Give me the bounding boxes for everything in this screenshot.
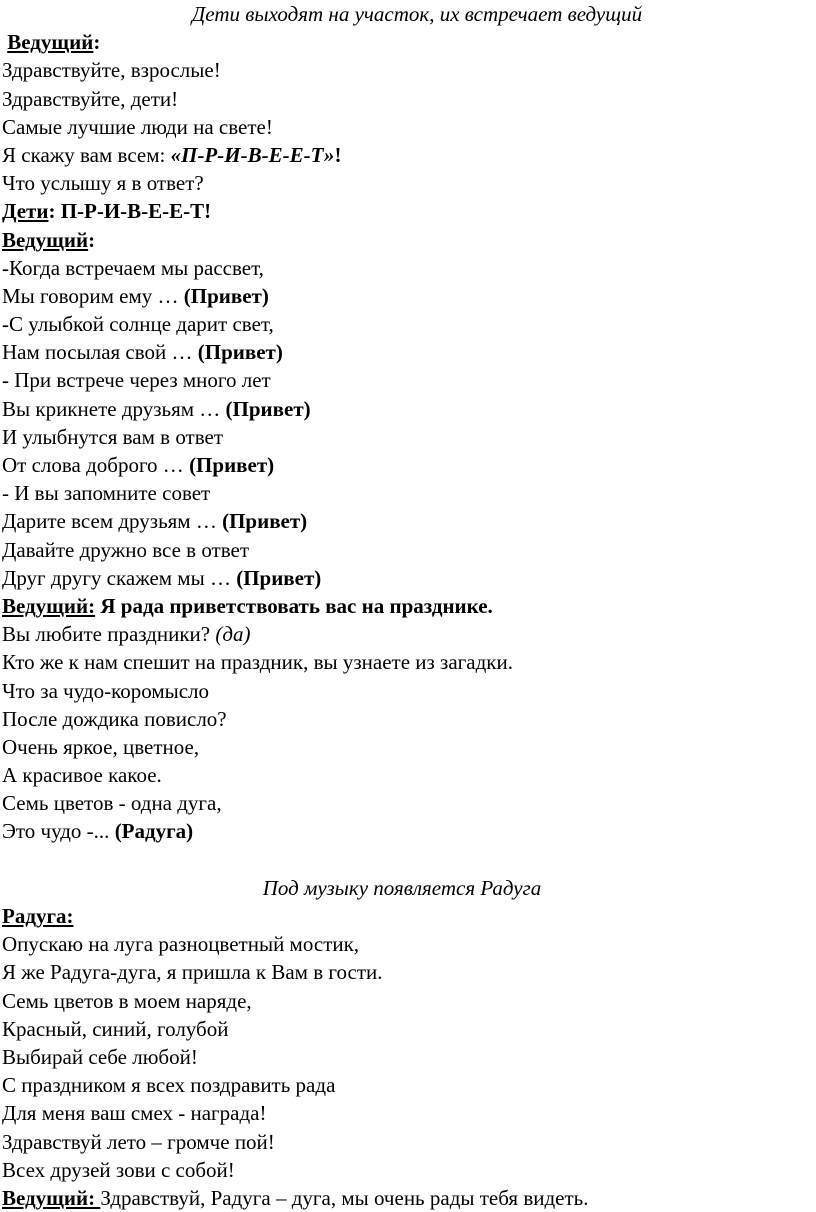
speaker-line bbox=[2, 226, 802, 254]
text-line bbox=[2, 338, 802, 366]
line-text: Это чудо -... bbox=[2, 819, 115, 844]
blank-line bbox=[2, 846, 802, 874]
speaker-line bbox=[2, 28, 802, 56]
text-line bbox=[2, 817, 802, 845]
greeting-emphasis: «П-Р-И-В-Е-Е-Т» bbox=[170, 142, 335, 167]
greeting-exclamation: ! bbox=[334, 142, 342, 167]
speaker-name: Радуга: bbox=[2, 904, 74, 928]
speaker-colon: : bbox=[88, 227, 96, 252]
speaker-line bbox=[2, 902, 802, 930]
text-line bbox=[2, 451, 802, 479]
line-text: Друг другу скажем мы … bbox=[2, 565, 237, 590]
answer-bold: (Привет) bbox=[236, 565, 322, 590]
text-line: - При встрече через много лет bbox=[2, 368, 271, 393]
text-line bbox=[2, 141, 802, 169]
text-line: Здравствуйте, дети! bbox=[2, 86, 179, 111]
text-line bbox=[2, 395, 802, 423]
speaker-speech: Я рада приветствовать вас на празднике. bbox=[95, 593, 493, 618]
text-line: После дождика повисло? bbox=[2, 706, 227, 731]
speaker-reply: : П-Р-И-В-Е-Е-Т! bbox=[48, 199, 212, 224]
speaker-name: Ведущий bbox=[2, 227, 89, 252]
speaker-line bbox=[2, 197, 802, 225]
line-text: Вы любите праздники? bbox=[2, 622, 216, 647]
answer-italic: (да) bbox=[215, 622, 251, 647]
text-line bbox=[2, 620, 802, 648]
text-line: Выбирай себе любой! bbox=[2, 1044, 198, 1069]
answer-bold: (Привет) bbox=[197, 340, 283, 365]
text-line: Семь цветов в моем наряде, bbox=[2, 988, 252, 1013]
stage-direction bbox=[2, 0, 802, 28]
line-text: Мы говорим ему … bbox=[2, 283, 184, 308]
speaker-speech: Здравствуй, Радуга – дуга, мы очень рады тебя видеть. bbox=[100, 1185, 589, 1210]
text-line: -Когда встречаем мы рассвет, bbox=[2, 255, 264, 280]
text-line: Самые лучшие люди на свете! bbox=[2, 114, 273, 139]
speaker-name: Ведущий: bbox=[2, 593, 96, 618]
answer-bold: (Радуга) bbox=[114, 819, 194, 844]
text-line: Что за чудо-коромысло bbox=[2, 678, 210, 703]
text-line: Опускаю на луга разноцветный мостик, bbox=[2, 932, 360, 957]
line-text: Я скажу вам всем: bbox=[2, 142, 171, 167]
stage-direction-text: Под музыку появляется Радуга bbox=[262, 875, 542, 900]
text-line: Красный, синий, голубой bbox=[2, 1016, 229, 1041]
text-line bbox=[2, 564, 802, 592]
speaker-name: Дети bbox=[2, 199, 49, 224]
line-text: Вы крикнете друзьям … bbox=[2, 396, 226, 421]
answer-bold: (Привет) bbox=[183, 283, 269, 308]
text-line: С праздником я всех поздравить рада bbox=[2, 1073, 336, 1098]
text-line: Что услышу я в ответ? bbox=[2, 171, 204, 196]
speaker-line bbox=[2, 1184, 802, 1212]
stage-direction bbox=[2, 874, 802, 902]
text-line: Здравствуй лето – громче пой! bbox=[2, 1129, 275, 1154]
text-line: Я же Радуга-дуга, я пришла к Вам в гости. bbox=[2, 960, 383, 985]
stage-direction-text: Дети выходят на участок, их встречает ведущий bbox=[191, 2, 643, 26]
speaker-name: Ведущий: bbox=[2, 1185, 101, 1210]
text-line: А красивое какое. bbox=[2, 763, 162, 788]
text-line: - И вы запомните совет bbox=[2, 481, 211, 506]
text-line: Здравствуйте, взрослые! bbox=[2, 58, 221, 83]
speaker-line bbox=[2, 592, 802, 620]
speaker-name: Ведущий bbox=[7, 30, 94, 55]
line-text: От слова доброго … bbox=[2, 453, 190, 477]
text-line: Всех друзей зови с собой! bbox=[2, 1157, 235, 1182]
text-line bbox=[2, 282, 802, 310]
answer-bold: (Привет) bbox=[225, 396, 311, 421]
script-text bbox=[2, 0, 802, 1212]
text-line: Семь цветов - одна дуга, bbox=[2, 791, 222, 816]
line-text: Дарите всем друзьям … bbox=[2, 509, 223, 534]
text-line: Давайте дружно все в ответ bbox=[2, 537, 250, 562]
answer-bold: (Привет) bbox=[189, 453, 275, 477]
speaker-colon: : bbox=[93, 30, 101, 55]
text-line: Очень яркое, цветное, bbox=[2, 734, 200, 759]
text-line: -С улыбкой солнце дарит свет, bbox=[2, 312, 274, 337]
text-line: И улыбнутся вам в ответ bbox=[2, 424, 224, 449]
line-text: Нам посылая свой … bbox=[2, 340, 198, 365]
text-line bbox=[2, 507, 802, 535]
text-line: Кто же к нам спешит на праздник, вы узнаете из загадки. bbox=[2, 650, 513, 675]
answer-bold: (Привет) bbox=[222, 509, 308, 534]
text-line: Для меня ваш смех - награда! bbox=[2, 1101, 267, 1126]
